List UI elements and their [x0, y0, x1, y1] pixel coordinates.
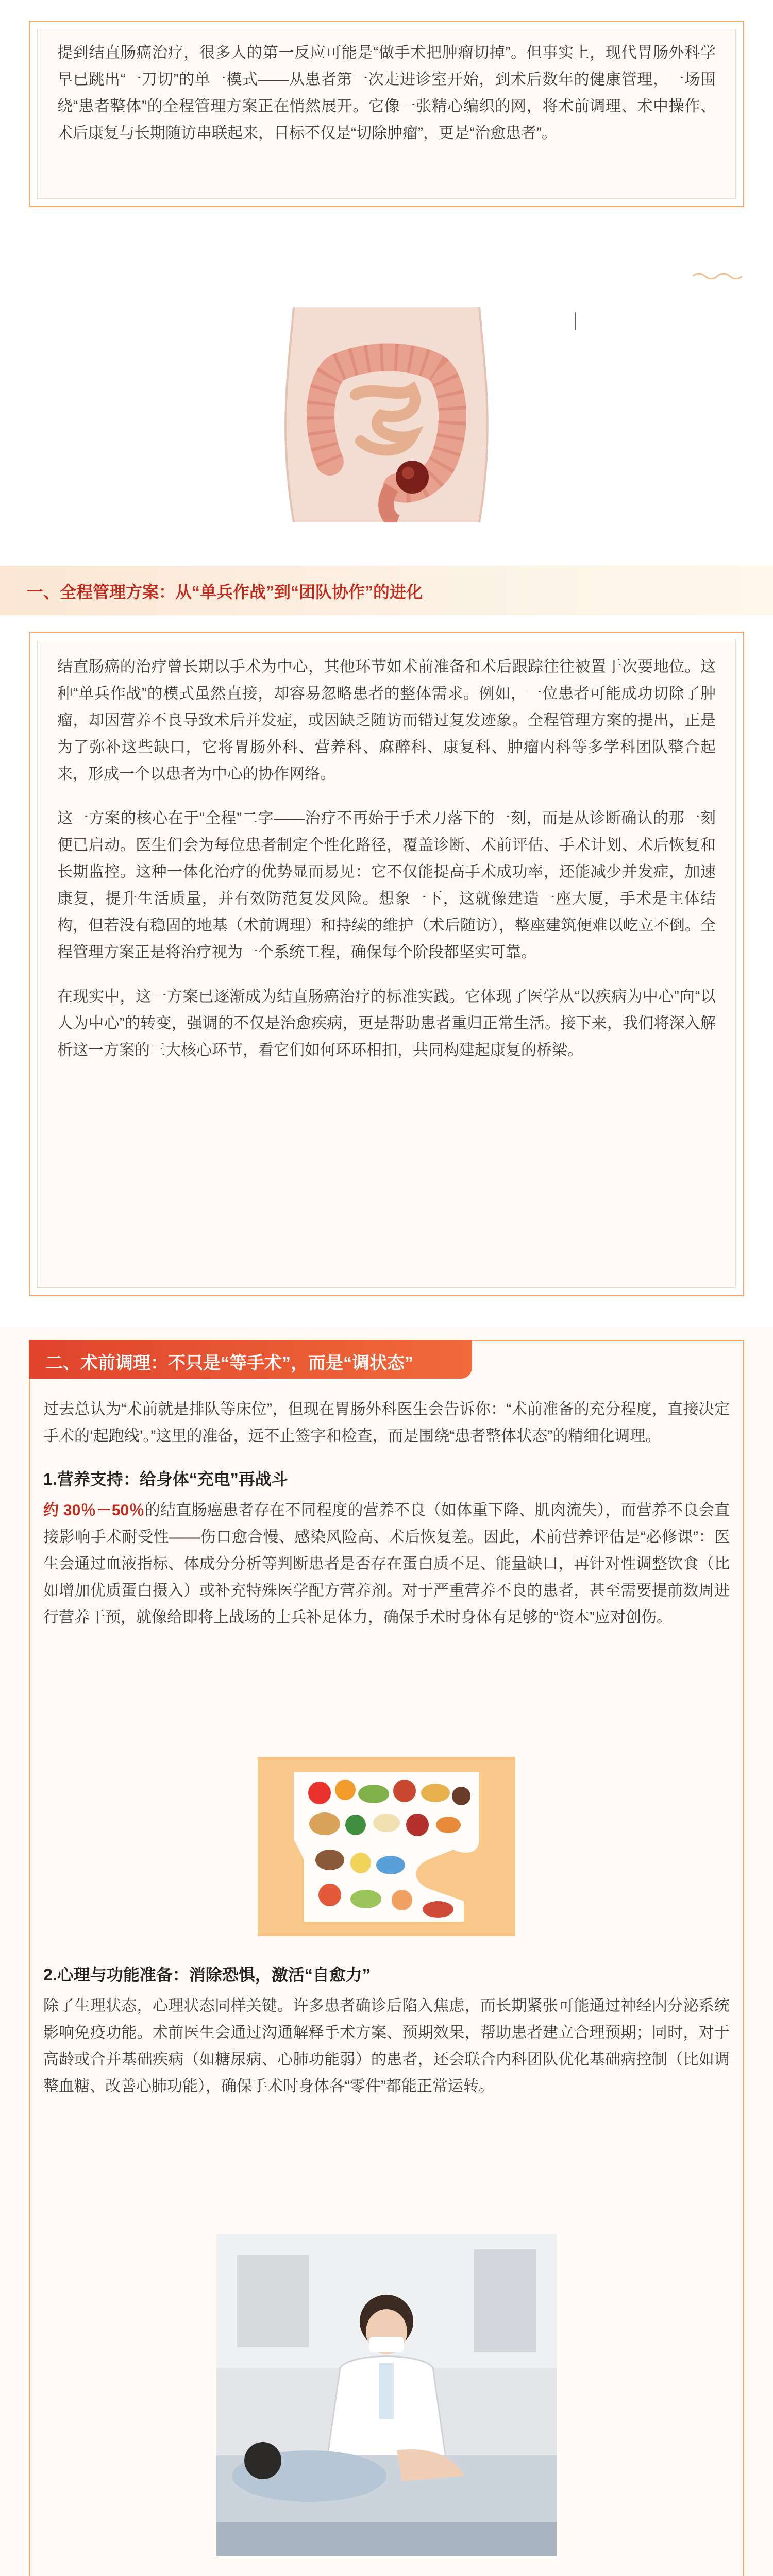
section-2-tab	[29, 1340, 472, 1379]
section-1-paragraph: 这一方案的核心在于“全程”二字——治疗不再始于手术刀落下的一刻，而是从诊断确认的那一刻便已启动。医生们会为每位患者制定个性化路径，覆盖诊断、术前评估、手术计划、术后恢复和长期监控。这种一体化治疗的优势显而易见：它不仅能提高手术成功率，还能减少并发症，加速康复，提升生活质量，并有效防范复发风险。想象一下，这就像建造一座大厦，手术是主体结构，但若没有稳固的地基（术前调理）和持续的维护（术后随访），整座建筑便难以屹立不倒。全程管理方案正是将治疗视为一个系统工程，确保每个阶段都坚实可靠。	[57, 810, 716, 961]
psychology-heading: 2.心理与功能准备：消除恐惧，激活“自愈力”	[43, 1965, 371, 1984]
nutrition-lead: 约 30％－50％	[43, 1502, 145, 1519]
intro-text: 提到结直肠癌治疗，很多人的第一反应可能是“做手术把肿瘤切掉”。但事实上，现代胃肠外科学早已跳出“一刀切”的单一模式——从患者第一次走进诊室开始，到术后数年的健康管理，一场围绕“患者整体”的全程管理方案正在悄然展开。它像一张精心编织的网，将术前调理、术中操作、术后康复与长期随访串联起来，目标不仅是“切除肿瘤”，更是“治愈患者”。	[57, 44, 716, 142]
nutrition-heading: 1.营养支持：给身体“充电”再战斗	[43, 1470, 288, 1488]
section-1-header	[0, 566, 773, 615]
section-1-paragraph: 在现实中，这一方案已逐渐成为结直肠癌治疗的标准实践。它体现了医学从“以疾病为中心”向“以人为中心”的转变，强调的不仅是治愈疾病，更是帮助患者重归正常生活。接下来，我们将深入解析这一方案的三大核心环节，看它们如何环环相扣，共同构建起康复的桥梁。	[57, 988, 716, 1059]
section-2-content-2	[43, 1958, 730, 2100]
intro-box	[29, 21, 744, 207]
nutrition-text: 的结直肠癌患者存在不同程度的营养不良（如体重下降、肌肉流失），而营养不良会直接影响手术耐受性——伤口愈合慢、感染风险高、术后恢复差。因此，术前营养评估是“必修课”：医生会通过血液指标、体成分分析等判断患者是否存在蛋白质不足、能量缺口，再针对性调整饮食（比如增加优质蛋白摄入）或补充特殊医学配方营养剂。对于严重营养不良的患者，甚至需要提前数周进行营养干预，就像给即将上战场的士兵补足体力，确保手术时身体有足够的“资本”应对创伤。	[43, 1502, 730, 1626]
section-2-content	[43, 1396, 730, 1631]
section-1-paragraph: 结直肠癌的治疗曾长期以手术为中心，其他环节如术前准备和术后跟踪往往被置于次要地位。这种“单兵作战”的模式虽然直接，却容易忽略患者的整体需求。例如，一位患者可能成功切除了肿瘤，却因营养不良导致术后并发症，或因缺乏随访而错过复发迹象。全程管理方案的提出，正是为了弥补这些缺口，它将胃肠外科、营养科、麻醉科、康复科、肿瘤内科等多学科团队整合起来，形成一个以患者为中心的协作网络。	[57, 658, 716, 783]
cursor-icon	[575, 312, 576, 330]
section-1-box	[29, 632, 744, 1296]
section-1-title: 一、全程管理方案：从“单兵作战”到“团队协作”的进化	[27, 583, 423, 601]
colon-illustration	[258, 307, 515, 522]
section-2-title: 二、术前调理：不只是“等手术”，而是“调状态”	[45, 1353, 413, 1373]
psychology-text: 除了生理状态，心理状态同样关键。许多患者确诊后陷入焦虑，而长期紧张可能通过神经内分泌系统影响免疫功能。术前医生会通过沟通解释手术方案、预期效果，帮助患者建立合理预期；同时，对于高龄或合并基础疾病（如糖尿病、心肺功能弱）的患者，还会联合内科团队优化基础病控制（比如调整血糖、改善心肺功能），确保手术时身体各“零件”都能正常运转。	[43, 1997, 730, 2095]
wave-decoration-icon	[692, 271, 743, 284]
doctor-patient-photo	[216, 2234, 557, 2556]
food-illustration	[258, 1757, 515, 1936]
section-2-intro: 过去总认为“术前就是排队等床位”，但现在胃肠外科医生会告诉你：“术前准备的充分程度，直接决定手术的‘起跑线’。”这里的准备，远不止签字和检查，而是围绕“患者整体状态”的精细化调理。	[43, 1401, 730, 1445]
